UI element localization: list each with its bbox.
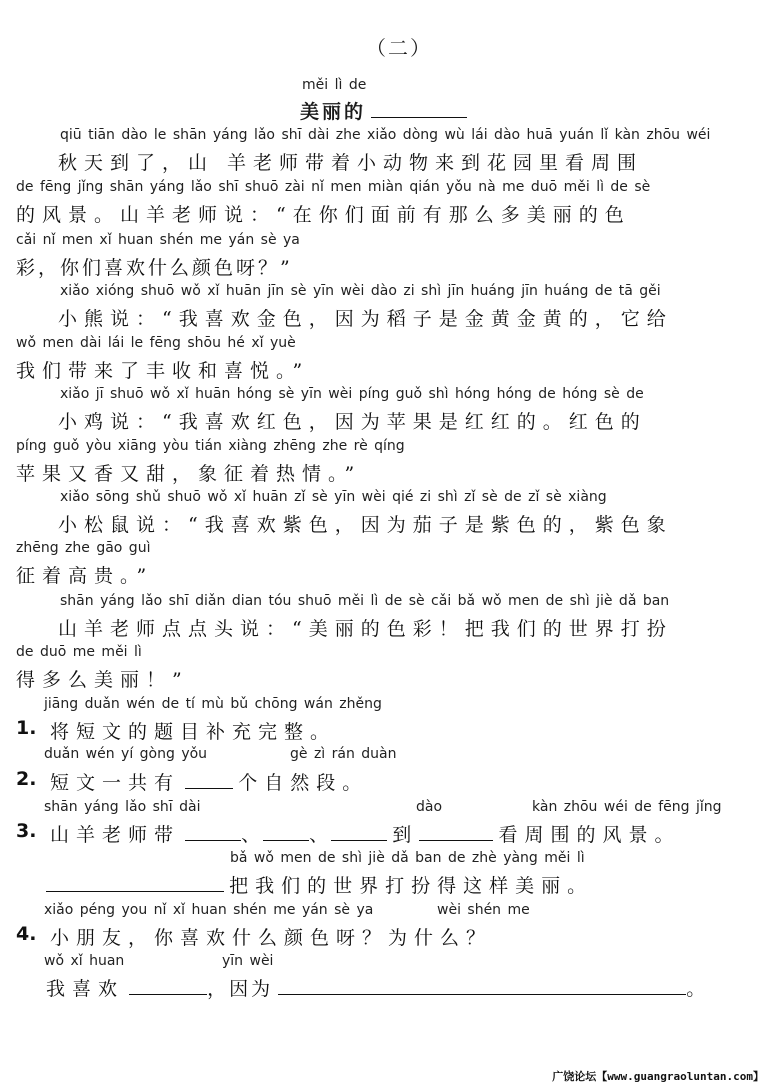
story-line-6-pinyin: xiǎo jī shuō wǒ xǐ huān hóng sè yīn wèi píng guǒ shì hóng hóng de hóng sè de: [60, 386, 644, 402]
story-line-8-text: 小松鼠说：“我喜欢紫色，因为茄子是紫色的，紫色象: [58, 514, 673, 536]
story-line-5-pinyin: wǒ men dài lái le fēng shōu hé xǐ yuè: [16, 335, 296, 351]
q1-pinyin: jiāng duǎn wén de tí mù bǔ chōng wán zhěng: [44, 696, 382, 712]
q3-blank-2[interactable]: [263, 822, 309, 841]
q4-answer-pinyin-b: yīn wèi: [222, 953, 274, 969]
story-title: [300, 97, 467, 124]
title-pinyin: měi lì de: [302, 77, 367, 93]
story-line-9-pinyin: zhēng zhe gāo guì: [16, 540, 151, 556]
story-line-3-pinyin: cǎi nǐ men xǐ huan shén me yán sè ya: [16, 232, 300, 248]
story-line-11-text: 得多么美丽！”: [16, 669, 189, 691]
q3-text-d: 把我们的世界打扮得这样美丽。: [229, 875, 594, 897]
q2-answer-blank[interactable]: [185, 770, 233, 789]
q4-number: 4.: [16, 923, 37, 945]
story-line-7-text: 苹果又香又甜，象征着热情。”: [16, 463, 362, 485]
q4-color-blank[interactable]: [129, 976, 207, 995]
q3-blank-3[interactable]: [331, 822, 387, 841]
q4-answer-end: 。: [686, 978, 709, 1000]
q1-number: 1.: [16, 717, 37, 739]
q3-pinyin-c: kàn zhōu wéi de fēng jǐng: [532, 799, 722, 815]
q3-sep-1: 、: [241, 824, 264, 846]
q4-answer-text-a: 我喜欢: [46, 978, 125, 1000]
q3-blank-5[interactable]: [46, 873, 224, 892]
footer-watermark: 广饶论坛【www.guangraoluntan.com】: [552, 1070, 764, 1083]
story-title-text: 美丽的: [300, 101, 367, 123]
q4-pinyin-a: xiǎo péng you nǐ xǐ huan shén me yán sè ya: [44, 902, 374, 918]
q4-reason-blank[interactable]: [278, 976, 686, 995]
q2-line: [50, 768, 368, 795]
q4-answer-text-b: ，因为: [207, 978, 274, 1000]
story-line-2-pinyin: de fēng jǐng shān yáng lǎo shī shuō zài nǐ men miàn qián yǒu nà me duō měi lì de sè: [16, 179, 651, 195]
story-line-11-pinyin: de duō me měi lì: [16, 644, 142, 660]
q4-pinyin-b: wèi shén me: [437, 902, 530, 918]
story-line-1-text: 秋天到了，山 羊老师带着小动物来到花园里看周围: [58, 152, 644, 174]
story-line-1-pinyin: qiū tiān dào le shān yáng lǎo shī dài zhe xiǎo dòng wù lái dào huā yuán lǐ kàn zhōu wéi: [60, 127, 711, 143]
q1-text: 将短文的题目补充完整。: [50, 721, 337, 743]
q2-text-b: 个自然段。: [238, 772, 369, 794]
q3-text-c: 看周围的风景。: [498, 824, 681, 846]
q3-line: [50, 820, 680, 847]
q3-pinyin-a: shān yáng lǎo shī dài: [44, 799, 201, 815]
q3-line-2: [46, 871, 593, 898]
story-line-9-text: 征着高贵。”: [16, 565, 154, 587]
q2-number: 2.: [16, 768, 37, 790]
q3-pinyin-b: dào: [416, 799, 443, 815]
q4-answer-line: [46, 974, 708, 1001]
q2-text-a: 短文一共有: [50, 772, 181, 794]
q3-blank-1[interactable]: [185, 822, 241, 841]
story-line-7-pinyin: píng guǒ yòu xiāng yòu tián xiàng zhēng zhe rè qíng: [16, 438, 405, 454]
title-answer-blank[interactable]: [371, 99, 467, 118]
q3-pinyin-d: bǎ wǒ men de shì jiè dǎ ban de zhè yàng měi lì: [230, 850, 585, 866]
story-line-6-text: 小鸡说：“我喜欢红色，因为苹果是红红的。红色的: [58, 411, 647, 433]
q3-text-a: 山羊老师带: [50, 824, 181, 846]
q2-pinyin-b: gè zì rán duàn: [290, 746, 397, 762]
story-line-10-text: 山羊老师点点头说：“美丽的色彩！把我们的世界打扮: [58, 618, 673, 640]
story-line-3-text: 彩，你们喜欢什么颜色呀？”: [16, 257, 293, 279]
q2-pinyin-a: duǎn wén yí gòng yǒu: [44, 746, 208, 762]
story-line-2-text: 的风景。山羊老师说：“在你们面前有那么多美丽的色: [16, 204, 631, 226]
story-line-10-pinyin: shān yáng lǎo shī diǎn dian tóu shuō měi lì de sè cǎi bǎ wǒ men de shì jiè dǎ ban: [60, 593, 670, 609]
q3-blank-4[interactable]: [419, 822, 493, 841]
q3-sep-2: 、: [309, 824, 332, 846]
story-line-4-text: 小熊说：“我喜欢金色，因为稻子是金黄金黄的，它给: [58, 308, 673, 330]
q4-answer-pinyin-a: wǒ xǐ huan: [44, 953, 125, 969]
q4-text: 小朋友，你喜欢什么颜色呀？为什么？: [50, 927, 493, 949]
section-label: （二）: [366, 36, 432, 60]
story-line-8-pinyin: xiǎo sōng shǔ shuō wǒ xǐ huān zǐ sè yīn wèi qié zi shì zǐ sè de zǐ sè xiàng: [60, 489, 607, 505]
q3-text-b: 到: [392, 824, 415, 846]
story-line-5-text: 我们带来了丰收和喜悦。”: [16, 360, 310, 382]
story-line-4-pinyin: xiǎo xióng shuō wǒ xǐ huān jīn sè yīn wèi dào zi shì jīn huáng jīn huáng de tā gěi: [60, 283, 661, 299]
q3-number: 3.: [16, 820, 37, 842]
